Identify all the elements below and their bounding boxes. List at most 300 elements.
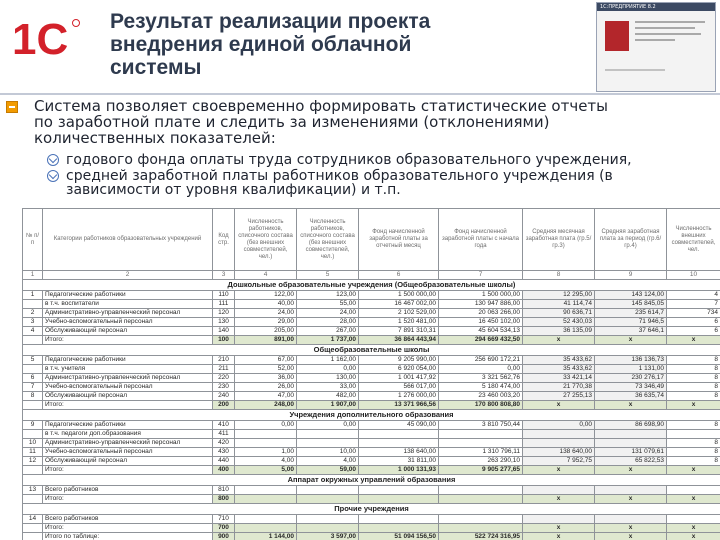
table-cell: 0,00 [439, 365, 523, 374]
column-header: Фонд начисленной заработной платы с начала года [439, 209, 523, 271]
table-cell: 900 [213, 533, 235, 540]
page-title [110, 10, 580, 79]
table-cell [595, 430, 667, 439]
table-cell [439, 524, 523, 533]
table-cell: Учебно-вспомогательный персонал [43, 448, 213, 457]
table-row [23, 374, 720, 383]
table-cell: 8 [667, 365, 720, 374]
table-cell: 29,00 [235, 318, 297, 327]
table-cell: 47,00 [235, 392, 297, 401]
table-cell: x [595, 495, 667, 504]
thumbnail-text-lines [635, 21, 709, 45]
table-cell: 4,00 [297, 457, 359, 466]
table-cell: 9 905 277,65 [439, 466, 523, 475]
table-cell: Итого: [43, 466, 213, 475]
table-cell: x [595, 533, 667, 540]
table-cell: 13 371 966,56 [359, 401, 439, 410]
column-header: Численность внешних совместителей, чел. [667, 209, 720, 271]
table-cell: в т.ч. педагоги доп.образования [43, 430, 213, 439]
column-header: Код стр. [213, 209, 235, 271]
table-cell: 235 614,7 [595, 309, 667, 318]
title-line: внедрения единой облачной [110, 33, 412, 56]
table-header-row [23, 209, 720, 271]
table-cell: x [523, 524, 595, 533]
table-cell: 256 690 172,21 [439, 356, 523, 365]
table-cell [297, 515, 359, 524]
table-cell: 16 467 002,00 [359, 300, 439, 309]
table-cell: Итого: [43, 524, 213, 533]
table-cell: 6 [667, 327, 720, 336]
table-cell [359, 439, 439, 448]
total-row [23, 495, 720, 504]
table-row [23, 448, 720, 457]
column-number: 5 [297, 271, 359, 280]
table-cell: 28,00 [297, 318, 359, 327]
table-cell: 5 180 474,00 [439, 383, 523, 392]
column-number-row [23, 271, 720, 280]
table-cell [297, 495, 359, 504]
table-cell [23, 300, 43, 309]
check-bullet-icon [47, 170, 59, 182]
table-cell: 6 [667, 318, 720, 327]
table-cell: Учебно-вспомогательный персонал [43, 383, 213, 392]
table-cell: 1 000 131,93 [359, 466, 439, 475]
table-cell: Обслуживающий персонал [43, 327, 213, 336]
table-cell: 73 346,49 [595, 383, 667, 392]
table-cell: 240 [213, 392, 235, 401]
table-cell: x [523, 336, 595, 345]
table-cell: 410 [213, 421, 235, 430]
table-row [23, 291, 720, 300]
table-cell: 51 094 156,50 [359, 533, 439, 540]
table-cell: 52,00 [235, 365, 297, 374]
table-cell: x [667, 524, 720, 533]
table-cell: 411 [213, 430, 235, 439]
table-cell [23, 466, 43, 475]
table-cell: 482,00 [297, 392, 359, 401]
table-cell: 24,00 [235, 309, 297, 318]
table-cell [235, 515, 297, 524]
table-cell: 140 [213, 327, 235, 336]
table-cell: 86 698,90 [595, 421, 667, 430]
table-cell: 8 [667, 392, 720, 401]
table-cell [23, 430, 43, 439]
table-cell [523, 439, 595, 448]
table-row [23, 486, 720, 495]
table-cell: 400 [213, 466, 235, 475]
table-cell: 67,00 [235, 356, 297, 365]
table-cell: 0,00 [235, 421, 297, 430]
table-cell: 8 [667, 421, 720, 430]
title-line: системы [110, 56, 202, 79]
table-cell: x [595, 466, 667, 475]
table-cell: Обслуживающий персонал [43, 457, 213, 466]
table-cell [523, 430, 595, 439]
sub-item-line: зависимости от уровня квалификации) и т.п. [66, 182, 401, 198]
table-cell: 9 [23, 421, 43, 430]
column-number: 6 [359, 271, 439, 280]
table-cell: 1 737,00 [297, 336, 359, 345]
table-cell: 0,00 [297, 421, 359, 430]
table-cell: 138 640,00 [359, 448, 439, 457]
table-cell: 3 810 750,44 [439, 421, 523, 430]
column-number: 9 [595, 271, 667, 280]
table-cell: 40,00 [235, 300, 297, 309]
column-number: 7 [439, 271, 523, 280]
table-cell: 45 604 534,13 [439, 327, 523, 336]
table-cell [523, 515, 595, 524]
table-cell: x [523, 533, 595, 540]
table-cell [667, 430, 720, 439]
table-row [23, 430, 720, 439]
table-cell: 0,00 [523, 421, 595, 430]
column-header: № п/п [23, 209, 43, 271]
table-cell: 8 [23, 392, 43, 401]
table-cell: 230 [213, 383, 235, 392]
thumbnail-cover-icon [605, 21, 629, 51]
table-cell [23, 495, 43, 504]
table-cell: Итого: [43, 336, 213, 345]
table-cell: x [667, 533, 720, 540]
table-cell: x [595, 401, 667, 410]
table-body [23, 280, 720, 540]
table-cell: 33,00 [297, 383, 359, 392]
table-cell: Всего работников [43, 486, 213, 495]
table-cell: Итого по таблице: [43, 533, 213, 540]
table-cell: 27 255,13 [523, 392, 595, 401]
table-cell: 110 [213, 291, 235, 300]
column-number: 3 [213, 271, 235, 280]
table-row [23, 421, 720, 430]
table-cell: 10,00 [297, 448, 359, 457]
thumbnail-bar: 1С:ПРЕДПРИЯТИЕ 8.2 [597, 3, 715, 11]
table-cell: 111 [213, 300, 235, 309]
table-cell: 71 946,5 [595, 318, 667, 327]
table-cell: 4 [667, 291, 720, 300]
table-cell: Педагогические работники [43, 291, 213, 300]
section-title: Учреждения дополнительного образования [23, 410, 720, 421]
table-cell: 41 114,74 [523, 300, 595, 309]
document-thumbnail [596, 2, 716, 92]
table-cell: 3 321 562,76 [439, 374, 523, 383]
logo-text: 1С [12, 15, 69, 64]
table-cell: 440 [213, 457, 235, 466]
column-number: 10 [667, 271, 720, 280]
table-cell: 7 891 310,31 [359, 327, 439, 336]
column-number: 1 [23, 271, 43, 280]
table-cell: Учебно-вспомогательный персонал [43, 318, 213, 327]
table-cell: 734 [667, 309, 720, 318]
table-cell: 130 [213, 318, 235, 327]
table-cell: 430 [213, 448, 235, 457]
column-header: Численность работников, списочного состава (без внешних совместителей, чел.) [297, 209, 359, 271]
table-cell [359, 486, 439, 495]
section-title: Дошкольные образовательные учреждения (Общеобразовательные школы) [23, 280, 720, 291]
1c-logo-icon [12, 14, 82, 64]
section-row [23, 410, 720, 421]
table-cell: 1,00 [235, 448, 297, 457]
total-row [23, 524, 720, 533]
column-header: Средняя месячная заработная плата (гр.5/гр.3) [523, 209, 595, 271]
main-paragraph [34, 98, 714, 146]
table-cell: 1 310 796,11 [439, 448, 523, 457]
total-row [23, 336, 720, 345]
column-number: 2 [43, 271, 213, 280]
table-cell [439, 430, 523, 439]
table-row [23, 365, 720, 374]
table-cell: 36 135,09 [523, 327, 595, 336]
table-cell: x [523, 466, 595, 475]
table-cell: 45 090,00 [359, 421, 439, 430]
table-cell: 0,00 [297, 365, 359, 374]
section-row [23, 280, 720, 291]
table-cell: Итого: [43, 401, 213, 410]
table-cell: 1 001 417,92 [359, 374, 439, 383]
table-cell: 294 669 432,50 [439, 336, 523, 345]
table-cell [595, 486, 667, 495]
table-cell: 20 063 266,00 [439, 309, 523, 318]
table-cell: 700 [213, 524, 235, 533]
table-cell: 8 [667, 457, 720, 466]
table-cell: x [595, 336, 667, 345]
table-cell: в т.ч. воспитатели [43, 300, 213, 309]
table-cell: x [667, 401, 720, 410]
table-cell [235, 439, 297, 448]
table-cell: 230 276,17 [595, 374, 667, 383]
table-cell [439, 495, 523, 504]
table-cell: 122,00 [235, 291, 297, 300]
table-cell: 8 [667, 439, 720, 448]
table-cell [439, 486, 523, 495]
table-cell [359, 524, 439, 533]
table-cell: 36,00 [235, 374, 297, 383]
table-cell: x [595, 524, 667, 533]
table-cell [23, 336, 43, 345]
table-cell [595, 515, 667, 524]
thumbnail-footer-line [605, 69, 665, 71]
table-cell: 8 [667, 374, 720, 383]
table-cell: Административно-управленческий персонал [43, 309, 213, 318]
table-cell: 35 433,62 [523, 365, 595, 374]
table-cell: 3 597,00 [297, 533, 359, 540]
table-cell: 566 017,00 [359, 383, 439, 392]
table-cell [23, 401, 43, 410]
table-cell: 23 460 003,20 [439, 392, 523, 401]
table-cell [359, 430, 439, 439]
table-cell: 12 295,00 [523, 291, 595, 300]
table-cell: Педагогические работники [43, 421, 213, 430]
table-cell: 90 636,71 [523, 309, 595, 318]
table-cell [297, 486, 359, 495]
sub-item-line: годового фонда оплаты труда сотрудников образовательного учреждения, [66, 152, 632, 168]
table-cell: 5,00 [235, 466, 297, 475]
table-cell: 2 102 529,00 [359, 309, 439, 318]
table-cell [235, 524, 297, 533]
total-row [23, 533, 720, 540]
section-row [23, 504, 720, 515]
total-row [23, 401, 720, 410]
table-cell: x [667, 495, 720, 504]
table-cell: x [523, 495, 595, 504]
column-number: 4 [235, 271, 297, 280]
table-cell: 131 079,61 [595, 448, 667, 457]
table-cell: 170 800 808,80 [439, 401, 523, 410]
1c-logo [12, 14, 82, 64]
table-cell [359, 515, 439, 524]
table-row [23, 439, 720, 448]
table-cell [235, 430, 297, 439]
table-cell: Итого: [43, 495, 213, 504]
main-line: по заработной плате и следить за изменениями (отклонениями) [34, 113, 550, 131]
report-table-wrap [22, 208, 720, 540]
main-line: количественных показателей: [34, 129, 276, 147]
table-cell: 37 646,1 [595, 327, 667, 336]
table-row [23, 318, 720, 327]
table-cell: 120 [213, 309, 235, 318]
table-cell: 16 450 102,00 [439, 318, 523, 327]
table-cell: 138 640,00 [523, 448, 595, 457]
column-header: Средняя заработная плата за период (гр.6/гр.4) [595, 209, 667, 271]
table-cell [297, 430, 359, 439]
table-cell: 10 [23, 439, 43, 448]
table-cell: 267,00 [297, 327, 359, 336]
table-cell [235, 486, 297, 495]
table-cell: 36 864 443,94 [359, 336, 439, 345]
table-cell [235, 495, 297, 504]
table-cell: Всего работников [43, 515, 213, 524]
table-cell: 810 [213, 486, 235, 495]
total-row [23, 466, 720, 475]
table-cell [667, 486, 720, 495]
table-cell [359, 495, 439, 504]
table-cell: 800 [213, 495, 235, 504]
main-bullet-icon [6, 101, 18, 113]
title-line: Результат реализации проекта [110, 10, 431, 33]
table-cell: 8 [667, 383, 720, 392]
table-cell: 35 433,62 [523, 356, 595, 365]
table-cell: 205,00 [235, 327, 297, 336]
table-cell: 7 [667, 300, 720, 309]
table-cell: Административно-управленческий персонал [43, 439, 213, 448]
table-cell [667, 515, 720, 524]
table-cell [297, 439, 359, 448]
table-row [23, 383, 720, 392]
table-cell: 14 [23, 515, 43, 524]
table-cell: 8 [667, 356, 720, 365]
table-cell: 130 947 886,00 [439, 300, 523, 309]
table-cell: x [667, 336, 720, 345]
table-cell: 4,00 [235, 457, 297, 466]
table-cell: 220 [213, 374, 235, 383]
table-cell: 1 276 000,00 [359, 392, 439, 401]
table-cell: 24,00 [297, 309, 359, 318]
header-divider [0, 93, 720, 95]
table-cell: 21 770,38 [523, 383, 595, 392]
main-line: Система позволяет своевременно формировать статистические отчеты [34, 97, 609, 115]
sub-item-line: средней заработной платы работников образовательного учреждения (в [66, 168, 613, 184]
table-cell: Педагогические работники [43, 356, 213, 365]
table-cell [439, 439, 523, 448]
section-title: Прочие учреждения [23, 504, 720, 515]
table-cell: 36 635,74 [595, 392, 667, 401]
table-cell: 55,00 [297, 300, 359, 309]
table-cell: 145 845,05 [595, 300, 667, 309]
table-cell [523, 486, 595, 495]
table-cell [23, 533, 43, 540]
table-cell: 26,00 [235, 383, 297, 392]
table-cell: 12 [23, 457, 43, 466]
table-cell: 59,00 [297, 466, 359, 475]
table-cell: 1 144,00 [235, 533, 297, 540]
table-cell: 65 822,53 [595, 457, 667, 466]
sub-item [66, 153, 716, 167]
table-cell: 143 124,00 [595, 291, 667, 300]
section-row [23, 345, 720, 356]
table-cell: Обслуживающий персонал [43, 392, 213, 401]
sub-item [66, 169, 716, 197]
table-cell: 52 430,03 [523, 318, 595, 327]
section-title: Аппарат окружных управлений образования [23, 475, 720, 486]
table-cell: 248,00 [235, 401, 297, 410]
report-table [22, 208, 720, 540]
table-cell [297, 524, 359, 533]
table-cell: в т.ч. учителя [43, 365, 213, 374]
table-cell [23, 524, 43, 533]
section-row [23, 475, 720, 486]
table-cell: 210 [213, 356, 235, 365]
table-cell: 8 [667, 448, 720, 457]
table-cell: 1 162,00 [297, 356, 359, 365]
table-row [23, 392, 720, 401]
table-cell: 7 [23, 383, 43, 392]
table-cell: 1 907,00 [297, 401, 359, 410]
table-cell: 710 [213, 515, 235, 524]
table-cell: 420 [213, 439, 235, 448]
table-cell: 200 [213, 401, 235, 410]
table-cell: x [667, 466, 720, 475]
table-cell: 11 [23, 448, 43, 457]
table-cell [23, 365, 43, 374]
table-cell: 263 290,10 [439, 457, 523, 466]
column-header: Фонд начисленной заработной платы за отчетный месяц [359, 209, 439, 271]
table-row [23, 515, 720, 524]
table-row [23, 356, 720, 365]
table-cell: 2 [23, 309, 43, 318]
table-cell: 123,00 [297, 291, 359, 300]
table-cell: 9 205 990,00 [359, 356, 439, 365]
table-cell: 5 [23, 356, 43, 365]
table-cell: Административно-управленческий персонал [43, 374, 213, 383]
table-cell: 13 [23, 486, 43, 495]
table-cell: 522 724 316,95 [439, 533, 523, 540]
table-cell: x [523, 401, 595, 410]
column-number: 8 [523, 271, 595, 280]
table-cell: 33 421,14 [523, 374, 595, 383]
table-cell: 3 [23, 318, 43, 327]
table-cell: 211 [213, 365, 235, 374]
table-cell: 1 520 481,00 [359, 318, 439, 327]
table-cell: 1 131,00 [595, 365, 667, 374]
table-cell: 1 500 000,00 [439, 291, 523, 300]
table-row [23, 309, 720, 318]
table-cell: 6 [23, 374, 43, 383]
table-row [23, 327, 720, 336]
table-cell: 100 [213, 336, 235, 345]
table-cell: 31 811,00 [359, 457, 439, 466]
table-cell: 6 920 054,00 [359, 365, 439, 374]
table-cell: 7 952,75 [523, 457, 595, 466]
table-cell: 891,00 [235, 336, 297, 345]
